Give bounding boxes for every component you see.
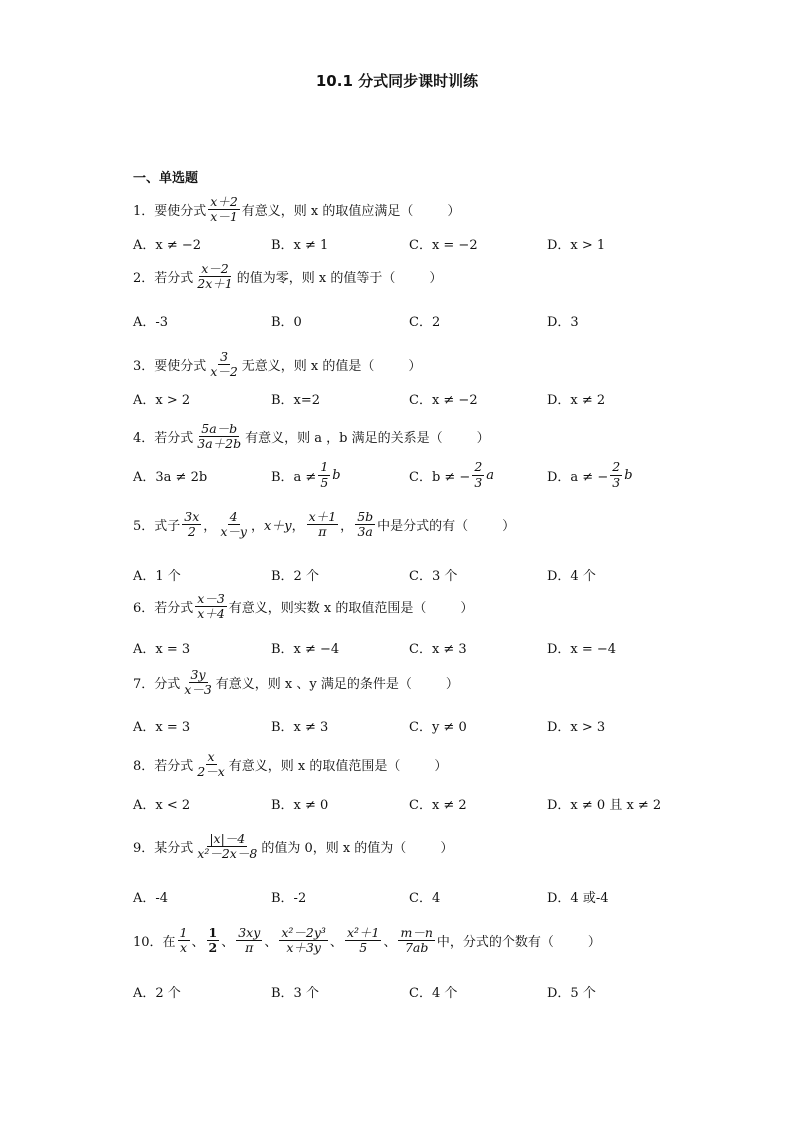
option-text: B．-2 xyxy=(271,890,307,906)
option-C[interactable] xyxy=(409,387,478,409)
option-text: A．2 个 xyxy=(133,985,181,1001)
option-text: D．x = −4 xyxy=(547,641,617,657)
expression-fraction xyxy=(398,926,434,956)
option-D[interactable] xyxy=(547,387,605,409)
expression-fraction xyxy=(355,510,375,540)
option-A[interactable] xyxy=(133,309,168,331)
question-end: ） xyxy=(502,519,516,535)
option-C[interactable] xyxy=(409,714,467,736)
option-D[interactable] xyxy=(547,232,605,254)
expression: x＋y xyxy=(263,519,292,535)
question-end: ） xyxy=(447,204,461,220)
option-A[interactable] xyxy=(133,636,190,658)
option-D[interactable] xyxy=(547,459,633,490)
question-suffix: 中，分式的个数有（ xyxy=(436,935,554,951)
fraction-numerator: 3xy xyxy=(238,925,261,940)
fraction-numerator: 1 xyxy=(208,925,218,940)
question-fraction xyxy=(195,832,259,862)
option-text: A．x = 3 xyxy=(133,641,191,657)
question-5 xyxy=(133,510,515,540)
fraction-denominator: x－3 xyxy=(184,682,212,698)
option-text: C．x ≠ −2 xyxy=(409,392,478,408)
separator: ， xyxy=(340,519,354,535)
question-prefix: 3．要使分式 xyxy=(133,359,207,375)
separator: ， xyxy=(203,519,217,535)
option-text: B．x ≠ 3 xyxy=(271,719,329,735)
question-suffix: 无意义，则 x 的值是（ xyxy=(241,359,375,375)
expression-fraction xyxy=(182,510,201,540)
expression-fraction xyxy=(178,926,190,956)
option-text: B．x=2 xyxy=(271,392,321,408)
question-prefix: 7．分式 xyxy=(133,677,181,693)
options-row xyxy=(133,309,733,331)
option-A[interactable] xyxy=(133,563,181,585)
option-text: B．2 个 xyxy=(271,568,319,584)
option-B[interactable] xyxy=(271,980,319,1002)
option-D[interactable] xyxy=(547,885,609,907)
option-B[interactable] xyxy=(271,387,320,409)
option-A[interactable] xyxy=(133,232,201,254)
option-text: C．y ≠ 0 xyxy=(409,719,467,735)
option-tail: b xyxy=(332,467,341,483)
options-row xyxy=(133,459,733,490)
fraction-numerator: 1 xyxy=(320,459,329,475)
fraction-numerator: 3 xyxy=(220,349,229,364)
option-C[interactable] xyxy=(409,459,495,490)
option-text: D．3 xyxy=(547,314,579,330)
option-D[interactable] xyxy=(547,563,596,585)
fraction-denominator: x－y xyxy=(220,524,247,540)
question-fraction xyxy=(195,750,227,780)
fraction-numerator: x＋1 xyxy=(308,509,337,524)
page-title: 10.1 分式同步课时训练 xyxy=(315,72,479,90)
fraction-denominator: x²－2x－8 xyxy=(197,846,258,862)
fraction-numerator: x＋2 xyxy=(210,194,238,209)
expression-fraction xyxy=(207,926,220,956)
fraction-denominator: π xyxy=(245,940,254,956)
question-fraction xyxy=(182,668,214,698)
fraction-numerator: x²－2y³ xyxy=(281,925,326,940)
separator: ， xyxy=(250,519,264,535)
question-prefix: 9．某分式 xyxy=(133,841,194,857)
question-end: ） xyxy=(408,359,422,375)
fraction-denominator: 2 xyxy=(208,940,218,956)
option-B[interactable] xyxy=(271,792,328,814)
option-text: C．x ≠ 3 xyxy=(409,641,467,657)
option-C[interactable] xyxy=(409,792,467,814)
fraction-numerator: 4 xyxy=(229,509,238,524)
option-A[interactable] xyxy=(133,387,190,409)
question-suffix: 的值为零，则 x 的值等于（ xyxy=(236,271,396,287)
fraction-denominator: x＋4 xyxy=(197,606,225,622)
question-end: ） xyxy=(476,431,490,447)
options-row xyxy=(133,885,733,907)
option-text: A．x < 2 xyxy=(133,797,191,813)
option-C[interactable] xyxy=(409,636,467,658)
option-A[interactable] xyxy=(133,980,181,1002)
option-fraction xyxy=(318,460,330,490)
option-text: B．x ≠ 0 xyxy=(271,797,329,813)
fraction-denominator: 3a＋2b xyxy=(197,436,242,452)
question-suffix: 有意义，则 x 的取值范围是（ xyxy=(228,759,401,775)
option-C[interactable] xyxy=(409,232,478,254)
option-B[interactable] xyxy=(271,459,341,490)
option-A[interactable] xyxy=(133,714,190,736)
fraction-denominator: 2x＋1 xyxy=(197,276,233,292)
question-fraction xyxy=(195,592,227,622)
option-A[interactable] xyxy=(133,464,207,486)
separator: 、 xyxy=(191,935,205,951)
question-fraction xyxy=(195,262,234,292)
fraction-denominator: 5 xyxy=(320,474,329,490)
option-text: C．x ≠ 2 xyxy=(409,797,467,813)
question-10 xyxy=(133,926,601,956)
fraction-denominator: 2 xyxy=(187,524,196,540)
option-text: A．-4 xyxy=(133,890,169,906)
fraction-numerator: |x|－4 xyxy=(209,831,246,846)
option-D[interactable] xyxy=(547,714,605,736)
fraction-denominator: π xyxy=(318,524,327,540)
option-text: D．4 个 xyxy=(547,568,596,584)
fraction-denominator: 3a xyxy=(357,524,373,540)
question-suffix: 有意义，则实数 x 的取值范围是（ xyxy=(228,601,427,617)
options-row xyxy=(133,387,733,409)
question-prefix: 5．式子 xyxy=(133,519,181,535)
expression-fraction xyxy=(307,510,339,540)
option-text: C．4 个 xyxy=(409,985,458,1001)
option-text: A．3a ≠ 2b xyxy=(133,469,208,485)
fraction-denominator: 3 xyxy=(474,474,483,490)
option-B[interactable] xyxy=(271,309,302,331)
option-text: C．x = −2 xyxy=(409,237,478,253)
expression-fraction xyxy=(218,510,249,540)
option-D[interactable] xyxy=(547,309,579,331)
fraction-denominator: x－2 xyxy=(210,364,238,380)
fraction-denominator: 2－x xyxy=(197,764,225,780)
options-row xyxy=(133,714,733,736)
option-text: B．x ≠ 1 xyxy=(271,237,329,253)
options-row xyxy=(133,636,733,658)
fraction-numerator: 5b xyxy=(357,509,374,524)
question-prefix: 4．若分式 xyxy=(133,431,194,447)
fraction-numerator: x xyxy=(207,749,215,764)
question-3 xyxy=(133,350,421,380)
question-prefix: 1．要使分式 xyxy=(133,204,207,220)
options-row xyxy=(133,792,733,814)
option-text: D．5 个 xyxy=(547,985,596,1001)
option-fraction xyxy=(610,460,622,490)
expression-fraction xyxy=(236,926,262,956)
option-text: D．x > 3 xyxy=(547,719,606,735)
fraction-numerator: x－3 xyxy=(197,591,225,606)
separator: 、 xyxy=(329,935,343,951)
option-C[interactable] xyxy=(409,563,457,585)
question-end: ） xyxy=(460,601,474,617)
options-row xyxy=(133,563,733,585)
fraction-numerator: x²＋1 xyxy=(346,925,380,940)
fraction-numerator: 3x xyxy=(184,509,200,524)
question-end: ） xyxy=(587,935,601,951)
question-fraction xyxy=(208,195,240,225)
option-text: B．3 个 xyxy=(271,985,319,1001)
fraction-numerator: x－2 xyxy=(201,261,229,276)
fraction-numerator: 3y xyxy=(190,667,206,682)
fraction-denominator: x xyxy=(179,940,188,956)
question-prefix: 8．若分式 xyxy=(133,759,194,775)
option-text: C．2 xyxy=(409,314,441,330)
question-suffix: 的值为 0，则 x 的值为（ xyxy=(261,841,407,857)
option-text: D．4 或-4 xyxy=(547,890,609,906)
fraction-numerator: 1 xyxy=(179,925,188,940)
option-text: A．1 个 xyxy=(133,568,181,584)
question-end: ） xyxy=(434,759,448,775)
option-B[interactable] xyxy=(271,885,306,907)
question-end: ） xyxy=(445,677,459,693)
separator: 、 xyxy=(221,935,235,951)
separator: 、 xyxy=(383,935,397,951)
section-heading: 一、单选题 xyxy=(133,171,199,186)
option-D[interactable] xyxy=(547,636,616,658)
fraction-denominator: x－1 xyxy=(210,209,238,225)
option-B[interactable] xyxy=(271,232,328,254)
question-suffix: 中是分式的有（ xyxy=(377,519,469,535)
option-text: D．x ≠ 2 xyxy=(547,392,606,408)
option-text: B．0 xyxy=(271,314,302,330)
question-6 xyxy=(133,592,473,622)
option-D[interactable] xyxy=(547,980,596,1002)
question-9 xyxy=(133,832,453,862)
option-text: C．4 xyxy=(409,890,441,906)
fraction-denominator: 5 xyxy=(359,940,368,956)
option-A[interactable] xyxy=(133,792,190,814)
option-text: D．x ≠ 0 且 x ≠ 2 xyxy=(547,797,662,813)
question-prefix: 10．在 xyxy=(133,935,176,951)
option-text: A．x ≠ −2 xyxy=(133,237,202,253)
option-B[interactable] xyxy=(271,636,339,658)
fraction-numerator: 5a－b xyxy=(201,421,238,436)
question-2 xyxy=(133,262,442,292)
question-7 xyxy=(133,668,459,698)
option-text: B．x ≠ −4 xyxy=(271,641,340,657)
option-text: C．b ≠ − xyxy=(409,469,471,485)
question-prefix: 6．若分式 xyxy=(133,601,194,617)
option-text: D．a ≠ − xyxy=(547,469,609,485)
option-B[interactable] xyxy=(271,714,328,736)
question-suffix: 有意义，则 x 、y 满足的条件是（ xyxy=(215,677,412,693)
separator: 、 xyxy=(264,935,278,951)
option-D[interactable] xyxy=(547,792,661,814)
expression-fraction xyxy=(345,926,382,956)
question-end: ） xyxy=(429,271,443,287)
question-fraction xyxy=(208,350,240,380)
fraction-denominator: 3 xyxy=(612,474,621,490)
option-text: B．a ≠ xyxy=(271,469,317,485)
option-text: D．x > 1 xyxy=(547,237,606,253)
fraction-numerator: 2 xyxy=(474,459,483,475)
question-4 xyxy=(133,422,490,452)
question-1 xyxy=(133,195,460,225)
question-fraction xyxy=(195,422,243,452)
fraction-numerator: m－n xyxy=(400,925,433,940)
option-fraction xyxy=(472,460,484,490)
separator: ， xyxy=(291,519,305,535)
options-row xyxy=(133,980,733,1002)
options-row xyxy=(133,232,733,254)
question-suffix: 有意义，则 x 的取值应满足（ xyxy=(241,204,414,220)
expression-fraction xyxy=(279,926,328,956)
option-C[interactable] xyxy=(409,980,457,1002)
fraction-denominator: x＋3y xyxy=(286,940,321,956)
option-B[interactable] xyxy=(271,563,319,585)
question-end: ） xyxy=(440,841,454,857)
option-A[interactable] xyxy=(133,885,168,907)
question-8 xyxy=(133,750,447,780)
question-suffix: 有意义，则 a ，b 满足的关系是（ xyxy=(245,431,443,447)
option-text: A．x > 2 xyxy=(133,392,191,408)
fraction-denominator: 7ab xyxy=(404,940,429,956)
option-tail: b xyxy=(624,467,633,483)
option-text: A．-3 xyxy=(133,314,169,330)
option-text: C．3 个 xyxy=(409,568,458,584)
option-text: A．x = 3 xyxy=(133,719,191,735)
option-C[interactable] xyxy=(409,309,440,331)
fraction-numerator: 2 xyxy=(612,459,621,475)
option-tail: a xyxy=(486,467,495,483)
question-prefix: 2．若分式 xyxy=(133,271,194,287)
option-C[interactable] xyxy=(409,885,440,907)
